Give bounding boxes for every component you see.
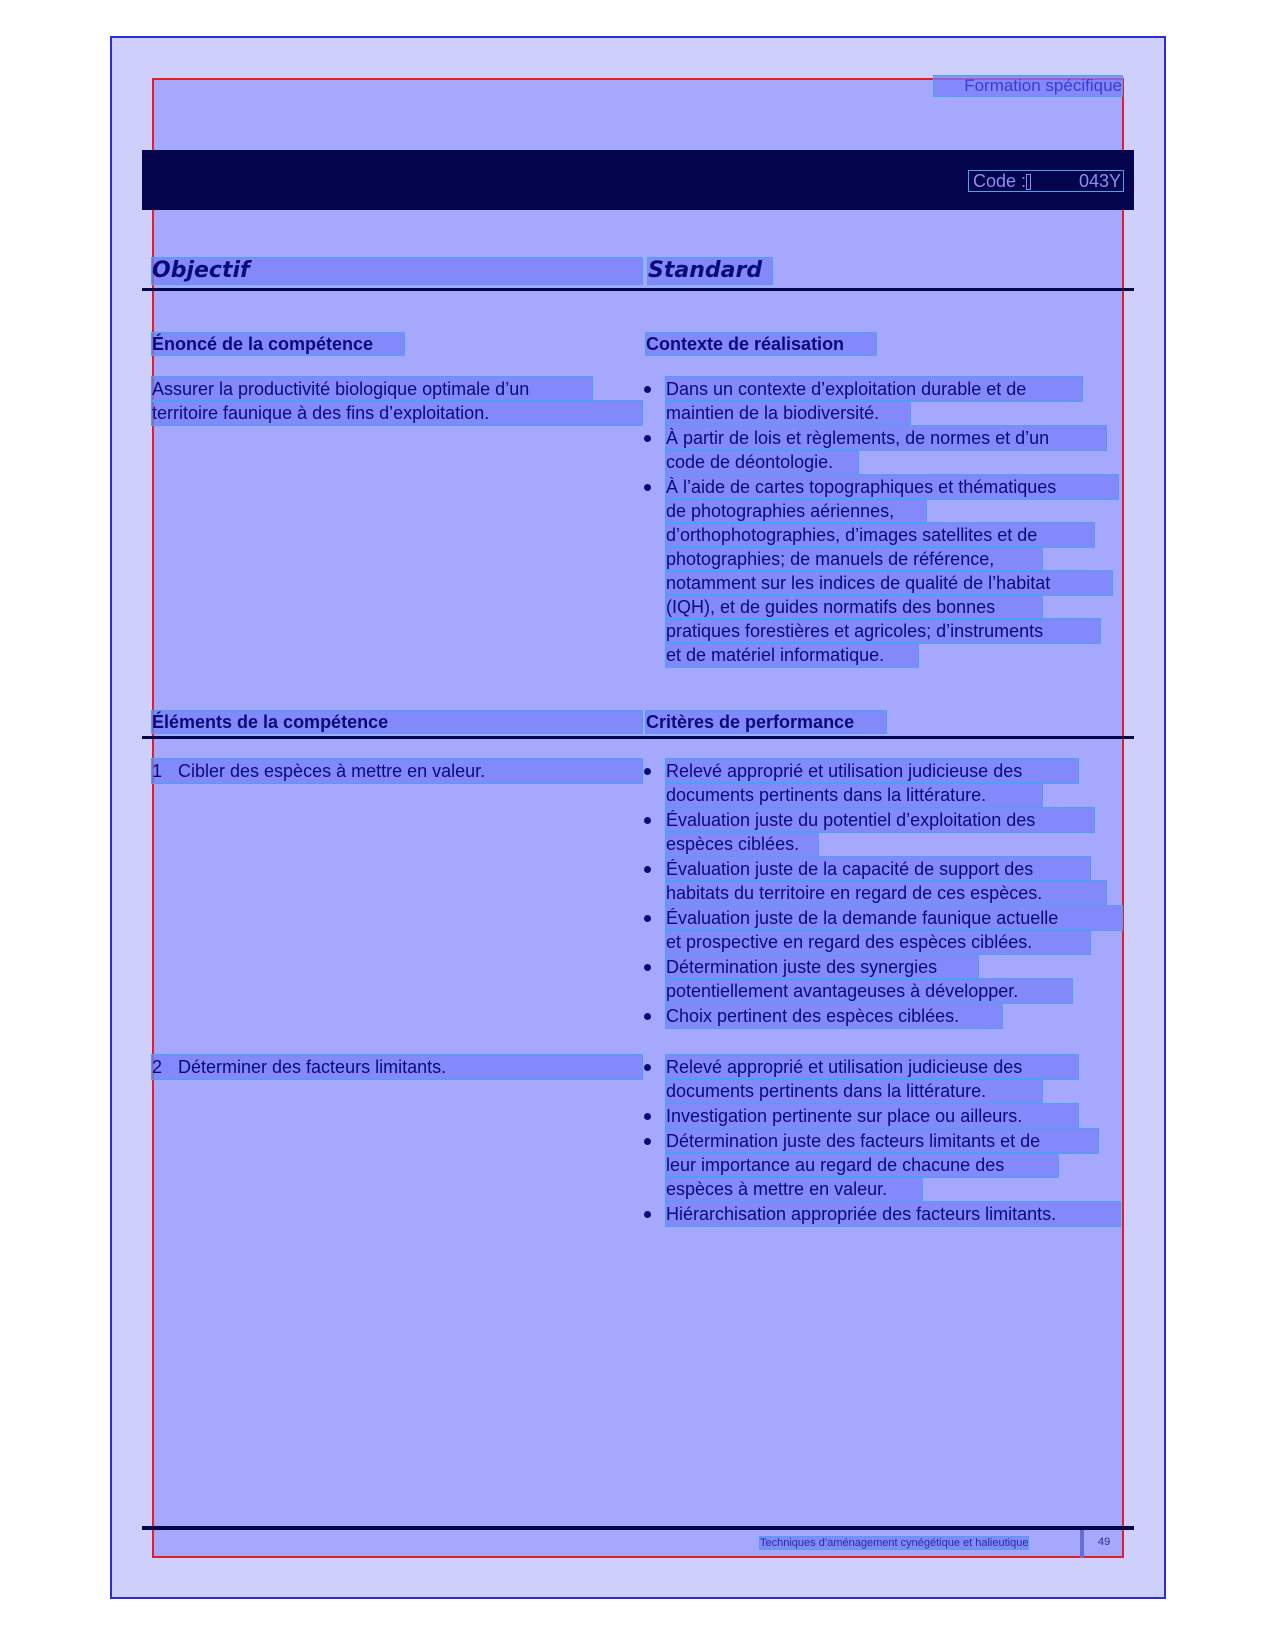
bullet-icon [644, 1113, 651, 1120]
item-line: maintien de la biodiversité. [666, 401, 910, 425]
item-line: et prospective en regard des espèces ciblées. [666, 930, 1090, 954]
page-number: 49 [1098, 1536, 1111, 1548]
criteria-item [642, 1129, 1124, 1201]
standard-heading: Standard [648, 258, 772, 284]
item-line: (IQH), et de guides normatifs des bonnes [666, 595, 1042, 619]
objectif-heading: Objectif [152, 258, 642, 284]
item-line: À partir de lois et règlements, de normes et d’un [666, 426, 1106, 450]
item-line: et de matériel informatique. [666, 643, 918, 667]
item-line: Choix pertinent des espèces ciblées. [666, 1004, 1002, 1028]
elements-heading: Éléments de la compétence [152, 711, 642, 733]
item-line: d’orthophotographies, d’images satellites et de [666, 523, 1094, 547]
item-line: potentiellement avantageuses à développer. [666, 979, 1072, 1003]
element-label [152, 759, 642, 783]
formation-header: Formation spécifique [934, 76, 1122, 96]
bullet-icon [644, 386, 651, 393]
criteria-item [642, 1004, 1124, 1028]
item-line: Investigation pertinente sur place ou ailleurs. [666, 1104, 1078, 1128]
contexte-item [642, 426, 1124, 474]
item-line: habitats du territoire en regard de ces espèces. [666, 881, 1106, 905]
footer-separator [1080, 1530, 1084, 1558]
bullet-icon [644, 915, 651, 922]
element-label [152, 1055, 642, 1079]
contexte-item [642, 377, 1124, 425]
item-line: Hiérarchisation appropriée des facteurs limitants. [666, 1202, 1120, 1226]
enonce-heading: Énoncé de la compétence [152, 333, 404, 355]
element-text: Déterminer des facteurs limitants. [178, 1057, 447, 1077]
contexte-heading: Contexte de réalisation [646, 333, 876, 355]
criteria-item [642, 1104, 1124, 1128]
bullet-icon [644, 1064, 651, 1071]
bullet-icon [644, 1211, 651, 1218]
code-label: Code : [973, 171, 1027, 191]
bullet-icon [644, 964, 651, 971]
enonce-line: territoire faunique à des fins d’exploitation. [152, 401, 642, 425]
item-line: Dans un contexte d’exploitation durable et de [666, 377, 1082, 401]
criteria-item [642, 955, 1124, 1003]
criteria-item [642, 857, 1124, 905]
item-line: espèces à mettre en valeur. [666, 1177, 922, 1201]
criteria-list-2 [642, 1055, 1124, 1227]
item-line: Évaluation juste de la demande faunique actuelle [666, 906, 1122, 930]
item-line: Détermination juste des synergies [666, 955, 978, 979]
item-line: Évaluation juste de la capacité de support des [666, 857, 1090, 881]
item-line: pratiques forestières et agricoles; d’instruments [666, 619, 1100, 643]
header-rule [142, 288, 1134, 291]
element-text: Cibler des espèces à mettre en valeur. [178, 761, 486, 781]
item-line: Évaluation juste du potentiel d’exploitation des [666, 808, 1094, 832]
code-box [968, 170, 1124, 192]
criteria-item [642, 808, 1124, 856]
item-line: de photographies aériennes, [666, 499, 926, 523]
criteria-item [642, 906, 1124, 954]
item-line: leur importance au regard de chacune des [666, 1153, 1058, 1177]
criteria-item [642, 1055, 1124, 1103]
bullet-icon [644, 435, 651, 442]
item-line: Relevé approprié et utilisation judicieuse des [666, 759, 1078, 783]
bullet-icon [644, 768, 651, 775]
element-number: 1 [152, 761, 163, 781]
criteria-item [642, 759, 1124, 807]
item-line: espèces ciblées. [666, 832, 818, 856]
item-line: code de déontologie. [666, 450, 858, 474]
item-line: Relevé approprié et utilisation judicieuse des [666, 1055, 1078, 1079]
element-2 [152, 1055, 642, 1079]
item-line: documents pertinents dans la littérature. [666, 1079, 1042, 1103]
bullet-icon [644, 817, 651, 824]
criteria-item [642, 1202, 1124, 1226]
section-rule [142, 736, 1134, 739]
item-line: documents pertinents dans la littérature. [666, 783, 1042, 807]
criteria-list-1 [642, 759, 1124, 1029]
bullet-icon [644, 866, 651, 873]
code-value: 043Y [1078, 171, 1121, 191]
enonce-text [152, 377, 642, 425]
enonce-line: Assurer la productivité biologique optimale d’un [152, 377, 592, 401]
footer-title: Techniques d’aménagement cynégétique et halieutique [760, 1537, 1029, 1549]
item-line: photographies; de manuels de référence, [666, 547, 1042, 571]
bullet-icon [644, 484, 651, 491]
item-line: Détermination juste des facteurs limitants et de [666, 1129, 1098, 1153]
bullet-icon [644, 1138, 651, 1145]
contexte-list [642, 377, 1124, 668]
element-number: 2 [152, 1057, 163, 1077]
contexte-item [642, 475, 1124, 667]
item-line: notamment sur les indices de qualité de l’habitat [666, 571, 1112, 595]
criteres-heading: Critères de performance [646, 711, 886, 733]
footer-rule [142, 1526, 1134, 1530]
bullet-icon [644, 1013, 651, 1020]
item-line: À l’aide de cartes topographiques et thématiques [666, 475, 1118, 499]
code-separator [1026, 174, 1031, 190]
element-1 [152, 759, 642, 783]
